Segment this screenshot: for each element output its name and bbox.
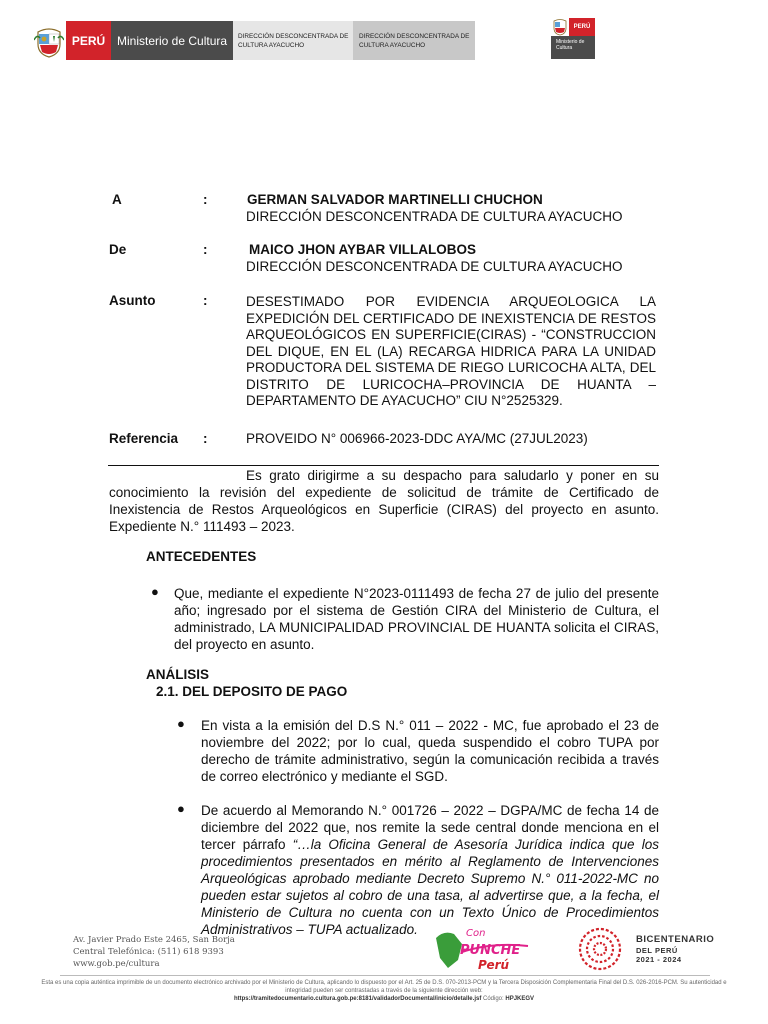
con-punche-peru-logo [432, 922, 534, 974]
footer-legal-text: Esta es una copia auténtica imprimible de un documento electrónico archivado por el Ministerio de Cultura, aplicando lo dispuesto por el Art. 25 de D.S. 070-2013-PCM y la Tercera Disposición Complementaria Final del D.S. 026-2016-PCM. Su autenticidad e integridad pueden ser contrastadas a través de la siguiente dirección web: [41, 980, 727, 994]
analisis-bullet-2 [201, 802, 659, 938]
from-label: De [109, 242, 127, 257]
to-office: DIRECCIÓN DESCONCENTRADA DE CULTURA AYACUCHO [246, 209, 623, 224]
to-label: A [112, 192, 122, 207]
intro-paragraph: Es grato dirigirme a su despacho para saludarlo y poner en su conocimiento la revisión del expediente de solicitud de trámite de Certificado de Inexistencia de Restos Arqueológicos en Superficie (CIRAS) del proyecto en asunto. Expediente N.° 111493 – 2023. [109, 468, 659, 534]
campaign-logo-line2: PUNCHE [460, 943, 521, 958]
from-office: DIRECCIÓN DESCONCENTRADA DE CULTURA AYACUCHO [246, 259, 623, 274]
bicentenario-title: BICENTENARIO [636, 934, 715, 945]
subject-colon: : [203, 293, 208, 308]
bicentenario-emblem-icon [570, 924, 630, 974]
bicentenario-subtitle: DEL PERÚ [636, 946, 678, 955]
footer-phone: Central Telefónica: (511) 618 9393 [73, 947, 224, 957]
directorate-box-2: DIRECCIÓN DESCONCENTRADA DE CULTURA AYACUCHO [353, 21, 475, 60]
campaign-logo-line1: Con [466, 928, 486, 939]
analisis-heading: ANÁLISIS [146, 667, 210, 682]
subject-text: DESESTIMADO POR EVIDENCIA ARQUEOLOGICA LA EXPEDICIÓN DEL CERTIFICADO DE INEXISTENCIA DE RESTOS ARQUEOLÓGICOS EN SUPERFICIE(CIRAS) - “CONSTRUCCION DEL DIQUE, EN EL (LA) RECARGA HIDRICA PARA LA UNIDAD PRODUCTORA DEL SISTEMA DE RIEGO LURICOCHA ALTA, DEL DISTRITO DE LURICOCHA–PROVINCIA DE HUANTA – DEPARTAMENTO DE AYACUCHO” CIU N°2525329. [246, 294, 656, 408]
reference-text: PROVEIDO N° 006966-2023-DDC AYA/MC (27JUL2023) [246, 431, 588, 446]
peru-badge: PERÚ [66, 21, 111, 60]
reference-label: Referencia [109, 431, 179, 446]
bullet-icon: ● [177, 801, 185, 816]
validation-code: HPJKEGV [505, 996, 535, 1002]
validation-url-link[interactable]: https://tramitedocumentario.cultura.gob.pe:8181/validadorDocumental/inicio/detalle.jsf [233, 996, 482, 1002]
analisis-bullet-1: En vista a la emisión del D.S N.° 011 – 2022 - MC, fue aprobado el 23 de noviembre del 2022; por lo cual, queda suspendido el cobro TUPA por derecho de trámite administrativo, según la comunicación recibida a través de correo electrónico y mediante el SGD. [201, 718, 659, 784]
footer-divider [60, 975, 710, 976]
bullet-icon: ● [151, 584, 159, 599]
subsection-heading: 2.1. DEL DEPOSITO DE PAGO [156, 684, 348, 699]
from-name: MAICO JHON AYBAR VILLALOBOS [249, 242, 477, 257]
to-name: GERMAN SALVADOR MARTINELLI CHUCHON [247, 192, 543, 207]
right-logo-ministry: Ministerio de Cultura [551, 36, 595, 59]
footer-address: Av. Javier Prado Este 2465, San Borja [73, 935, 235, 945]
bullet-2-text: De acuerdo al Memorando N.° 001726 – 2022 – DGPA/MC de fecha 14 de diciembre del 2022 que, nos remite la sede central donde menciona en el tercer párrafo [201, 803, 659, 852]
campaign-logo-line3: Perú [478, 958, 510, 972]
bicentenario-logo [570, 924, 720, 974]
footer-legal-notice [40, 979, 728, 1003]
from-colon: : [203, 242, 208, 257]
separator-rule [108, 465, 659, 466]
footer-web: www.gob.pe/cultura [73, 959, 160, 969]
bullet-icon: ● [177, 716, 185, 731]
subject-label: Asunto [109, 293, 156, 308]
directorate-box-1: DIRECCIÓN DESCONCENTRADA DE CULTURA AYACUCHO [233, 21, 353, 60]
peru-coat-of-arms-logo [34, 26, 64, 58]
footer-address-block [73, 934, 235, 970]
bicentenario-years: 2021 - 2024 [636, 955, 682, 964]
to-colon: : [203, 192, 208, 207]
reference-colon: : [203, 431, 208, 446]
bullet-2-quote: “…la Oficina General de Asesoría Jurídica indica que los procedimientos presentados en mérito al Reglamento de Intervenciones Arqueológicas aprobado mediante Decreto Supremo N.° 011-2022-MC no pueden estar sujetos al cobro de una tasa, al advertirse que, a la fecha, el Ministerio de Cultura no cuenta con un Texto Único de Procedimientos Administrativos – TUPA actualizado. [201, 837, 659, 937]
ministry-badge: Ministerio de Cultura [111, 21, 233, 60]
antecedentes-bullet: Que, mediante el expediente N°2023-0111493 de fecha 27 de julio del presente año; ingresado por el sistema de Gestión CIRA del Ministerio de Cultura, el administrado, LA MUNICIPALIDAD PROVINCIAL DE HUANTA solicita el CIRAS, del proyecto en asunto. [174, 586, 659, 652]
antecedentes-heading: ANTECEDENTES [146, 549, 257, 564]
code-label: Código: [483, 996, 504, 1002]
ministry-logo-right [551, 18, 595, 59]
right-logo-peru: PERÚ [569, 18, 595, 36]
coat-of-arms-icon [551, 18, 569, 36]
